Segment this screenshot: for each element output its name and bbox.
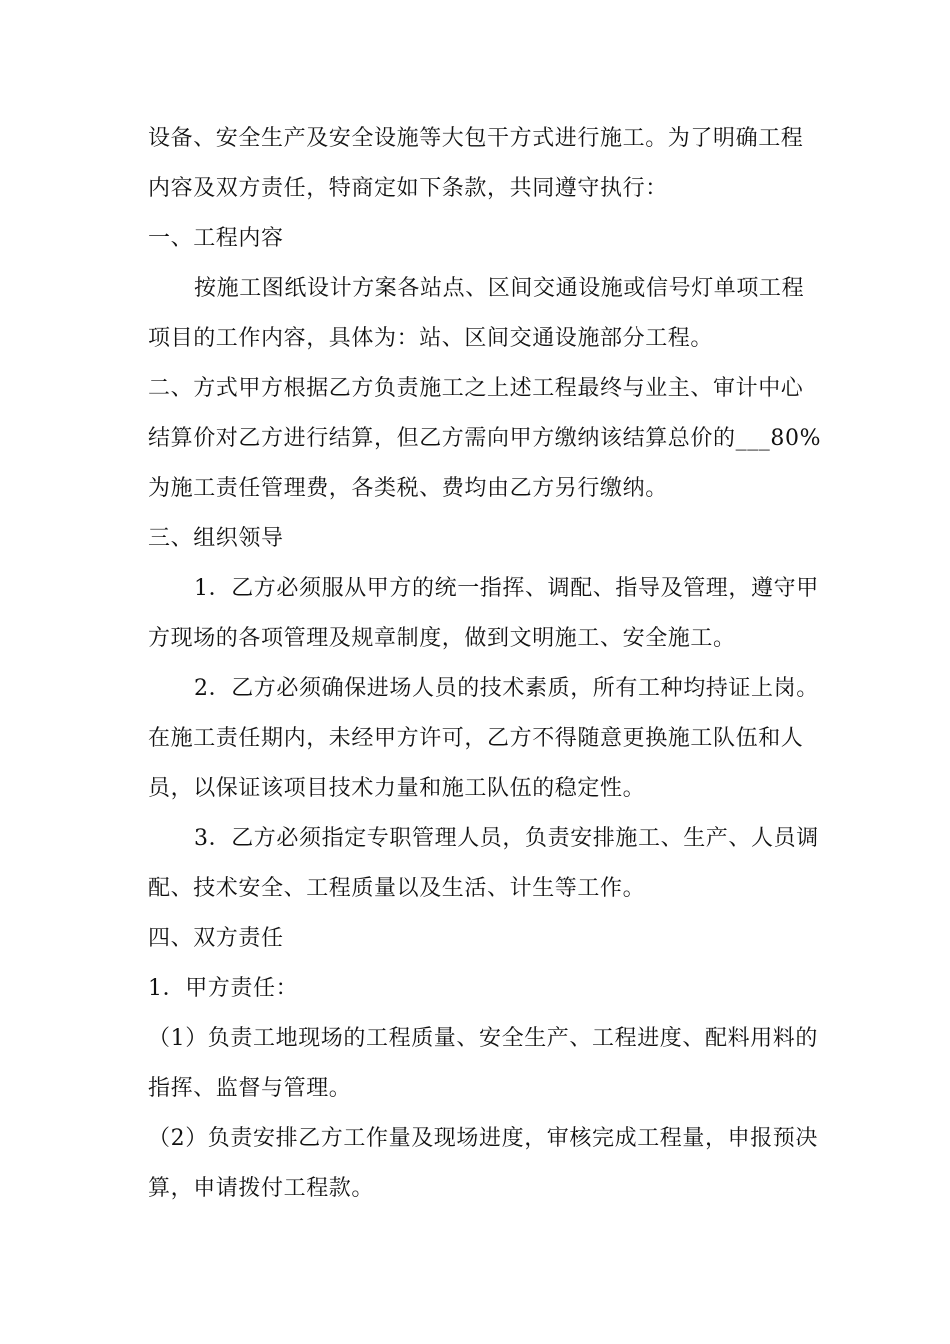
clause-line: 2．乙方必须确保进场人员的技术素质，所有工种均持证上岗。: [194, 676, 819, 701]
paragraph-line: 方现场的各项管理及规章制度，做到文明施工、安全施工。: [148, 626, 736, 651]
paragraph-line: 算，申请拨付工程款。: [148, 1176, 375, 1201]
paragraph-line: 员，以保证该项目技术力量和施工队伍的稳定性。: [148, 776, 646, 801]
section-heading: 四、双方责任: [148, 926, 284, 951]
subsection-heading: 1．甲方责任：: [148, 976, 299, 1001]
paragraph-line: 为施工责任管理费，各类税、费均由乙方另行缴纳。: [148, 476, 668, 501]
paragraph-line: 在施工责任期内，未经甲方许可，乙方不得随意更换施工队伍和人: [148, 726, 804, 751]
section-heading: 二、方式甲方根据乙方负责施工之上述工程最终与业主、审计中心: [148, 376, 804, 401]
paragraph-line: 结算价对乙方进行结算，但乙方需向甲方缴纳该结算总价的___80%: [148, 426, 822, 451]
clause-line: （2）负责安排乙方工作量及现场进度，审核完成工程量，申报预决: [148, 1126, 818, 1151]
paragraph-line: 按施工图纸设计方案各站点、区间交通设施或信号灯单项工程: [194, 276, 805, 301]
paragraph-line: 设备、安全生产及安全设施等大包干方式进行施工。为了明确工程: [148, 126, 804, 151]
section-heading: 三、组织领导: [148, 526, 284, 551]
paragraph-line: 指挥、监督与管理。: [148, 1076, 352, 1101]
paragraph-line: 项目的工作内容，具体为：站、区间交通设施部分工程。: [148, 326, 714, 351]
clause-line: 3．乙方必须指定专职管理人员，负责安排施工、生产、人员调: [194, 826, 819, 851]
paragraph-line: 内容及双方责任，特商定如下条款，共同遵守执行：: [148, 176, 668, 201]
paragraph-line: 配、技术安全、工程质量以及生活、计生等工作。: [148, 876, 646, 901]
clause-line: （1）负责工地现场的工程质量、安全生产、工程进度、配料用料的: [148, 1026, 818, 1051]
section-heading: 一、工程内容: [148, 226, 284, 251]
clause-line: 1．乙方必须服从甲方的统一指挥、调配、指导及管理，遵守甲: [194, 576, 819, 601]
